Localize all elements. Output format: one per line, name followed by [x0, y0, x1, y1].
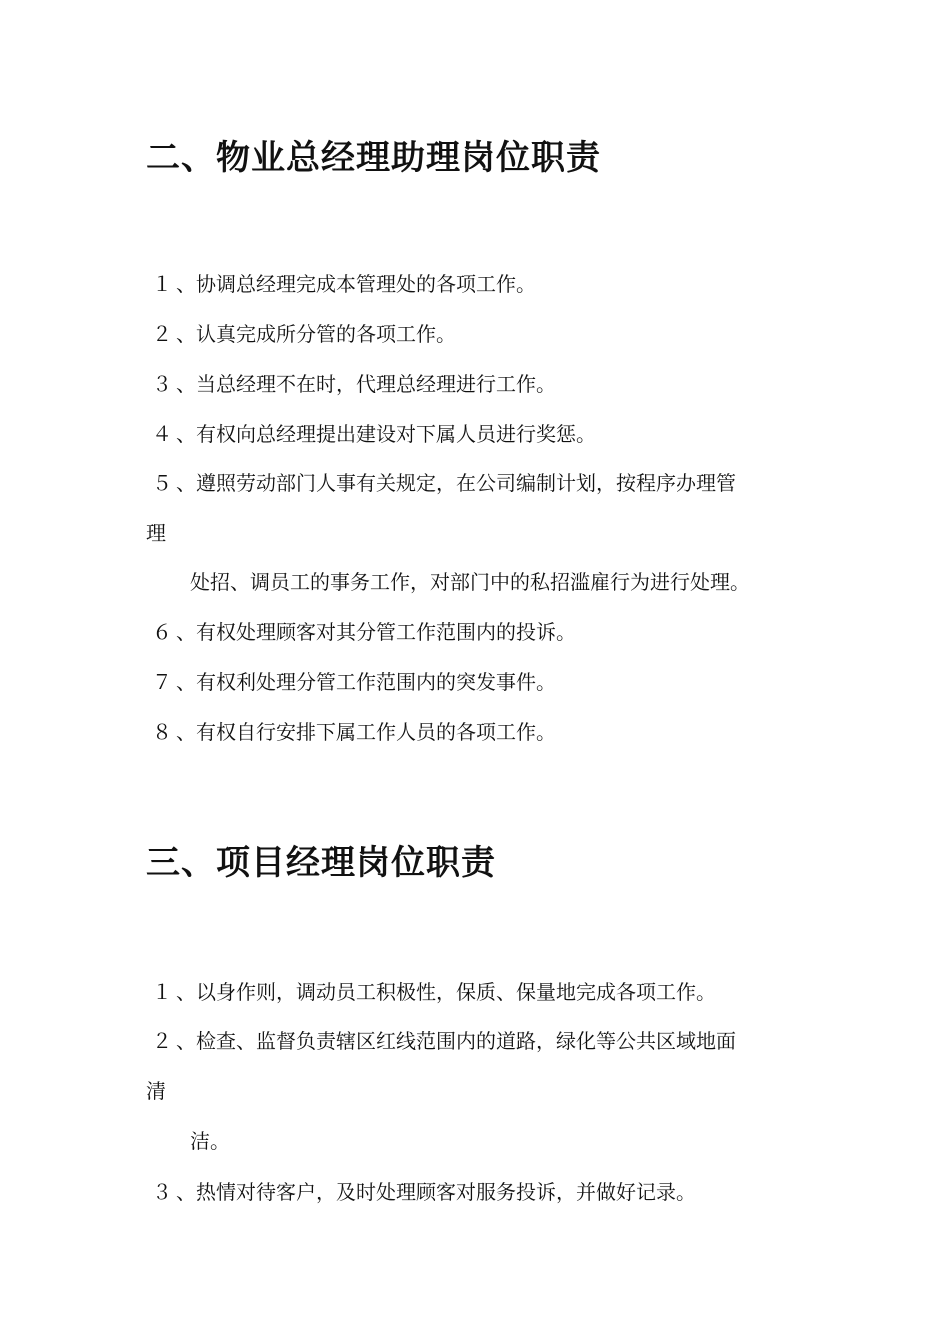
- list-item: ８ 、有权自行安排下属工作人员的各项工作。: [152, 720, 556, 744]
- section-heading-assistant-gm: 二、物业总经理助理岗位职责: [146, 138, 601, 178]
- list-item-continuation: 洁。: [190, 1129, 230, 1153]
- list-item: ５ 、遵照劳动部门人事有关规定，在公司编制计划，按程序办理管: [152, 471, 736, 495]
- list-item: ６ 、有权处理顾客对其分管工作范围内的投诉。: [152, 620, 576, 644]
- list-item: １ 、协调总经理完成本管理处的各项工作。: [152, 272, 536, 296]
- list-item-wrap: 清: [146, 1079, 166, 1103]
- list-item: ３ 、当总经理不在时，代理总经理进行工作。: [152, 372, 556, 396]
- list-item: ３ 、热情对待客户，及时处理顾客对服务投诉，并做好记录。: [152, 1180, 696, 1204]
- section-heading-project-manager: 三、项目经理岗位职责: [146, 843, 496, 883]
- list-item-wrap: 理: [146, 521, 166, 545]
- list-item-continuation: 处招、调员工的事务工作，对部门中的私招滥雇行为进行处理。: [190, 570, 750, 594]
- list-item: ２ 、认真完成所分管的各项工作。: [152, 322, 456, 346]
- list-item: １ 、以身作则，调动员工积极性，保质、保量地完成各项工作。: [152, 980, 716, 1004]
- list-item: ２ 、检查、监督负责辖区红线范围内的道路，绿化等公共区域地面: [152, 1029, 736, 1053]
- list-item: ７ 、有权利处理分管工作范围内的突发事件。: [152, 670, 556, 694]
- list-item: ４ 、有权向总经理提出建设对下属人员进行奖惩。: [152, 422, 596, 446]
